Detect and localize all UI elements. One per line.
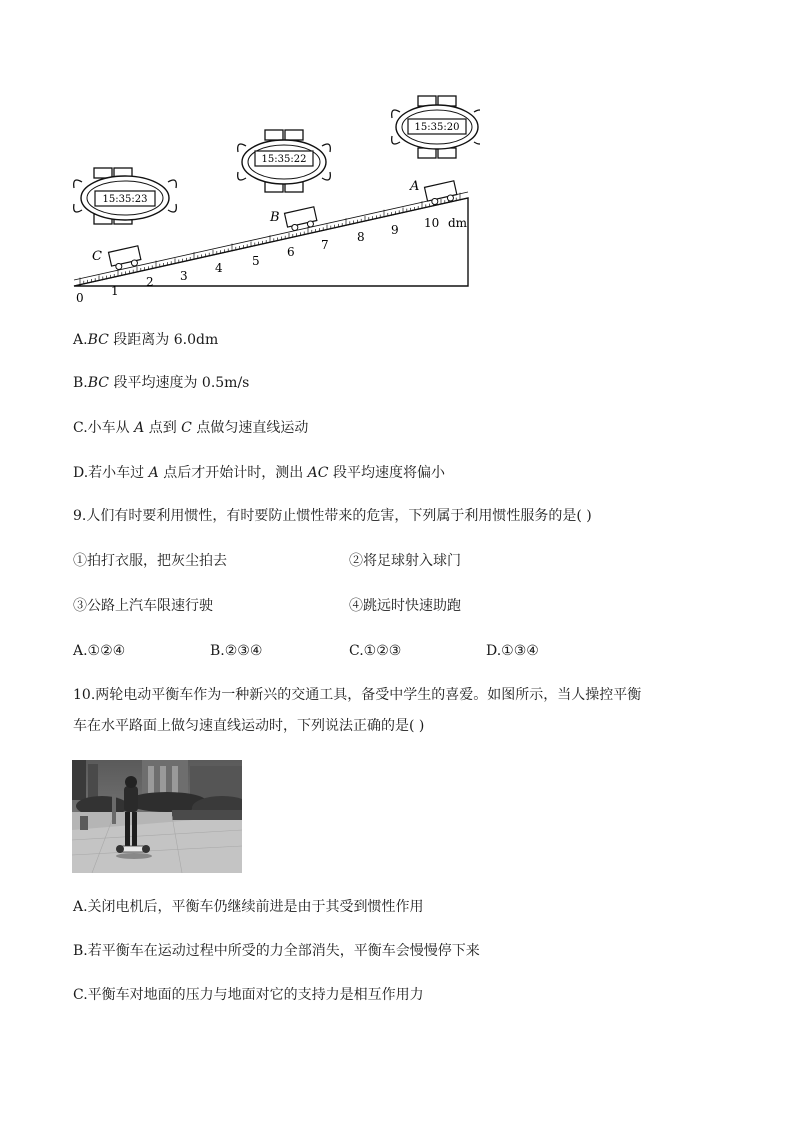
q8-option-d: D.若小车过 A 点后才开始计时，测出 AC 段平均速度将偏小	[73, 465, 445, 481]
q9-choice-a: A.①②④	[73, 643, 126, 659]
tick-label-8: 8	[357, 230, 365, 244]
q9-item-3: ③公路上汽车限速行驶	[73, 598, 213, 614]
clock-c-time: 15:35:23	[102, 194, 148, 205]
clock-b-time: 15:35:22	[261, 154, 307, 165]
tick-label-7: 7	[321, 238, 329, 252]
incline-figure	[60, 90, 480, 310]
point-label-a: A	[410, 179, 420, 194]
q9-item-4: ④跳远时快速助跑	[349, 598, 461, 614]
balance-scooter-photo	[72, 760, 242, 873]
tick-label-3: 3	[180, 269, 188, 283]
q9-choice-b: B.②③④	[210, 643, 263, 659]
q10-choice-a: A.关闭电机后，平衡车仍继续前进是由于其受到惯性作用	[73, 899, 424, 915]
tick-label-10: 10	[424, 216, 440, 230]
tick-label-4: 4	[215, 261, 223, 275]
clock-b	[238, 130, 331, 192]
q10-choice-c: C.平衡车对地面的压力与地面对它的支持力是相互作用力	[73, 987, 424, 1003]
unit-label: dm	[448, 216, 468, 230]
clock-c	[74, 168, 177, 224]
clock-a	[392, 96, 480, 158]
q10-stem-line-2: 车在水平路面上做匀速直线运动时，下列说法正确的是( )	[73, 718, 425, 734]
tick-label-5: 5	[252, 254, 260, 268]
q9-item-1: ①拍打衣服，把灰尘拍去	[73, 553, 227, 569]
tick-label-6: 6	[287, 245, 295, 259]
q10-stem-line-1: 10.两轮电动平衡车作为一种新兴的交通工具，备受中学生的喜爱。如图所示，当人操控平衡	[73, 687, 642, 703]
q10-choice-b: B.若平衡车在运动过程中所受的力全部消失，平衡车会慢慢停下来	[73, 943, 480, 959]
q8-option-c: C.小车从 A 点到 C 点做匀速直线运动	[73, 420, 309, 436]
tick-label-0: 0	[76, 291, 84, 305]
q9-choice-c: C.①②③	[349, 643, 402, 659]
q9-stem: 9.人们有时要利用惯性，有时要防止惯性带来的危害，下列属于利用惯性服务的是( )	[73, 508, 592, 524]
tick-label-2: 2	[146, 275, 154, 289]
q8-option-b: B.BC 段平均速度为 0.5m/s	[73, 375, 250, 391]
q9-choice-d: D.①③④	[486, 643, 539, 659]
q8-option-a: A.BC 段距离为 6.0dm	[73, 332, 219, 348]
point-label-c: C	[92, 249, 102, 264]
q9-item-2: ②将足球射入球门	[349, 553, 461, 569]
tick-label-9: 9	[391, 223, 399, 237]
tick-label-1: 1	[111, 284, 119, 298]
cart-b	[285, 207, 318, 232]
point-label-b: B	[270, 210, 280, 225]
clock-a-time: 15:35:20	[414, 122, 460, 133]
